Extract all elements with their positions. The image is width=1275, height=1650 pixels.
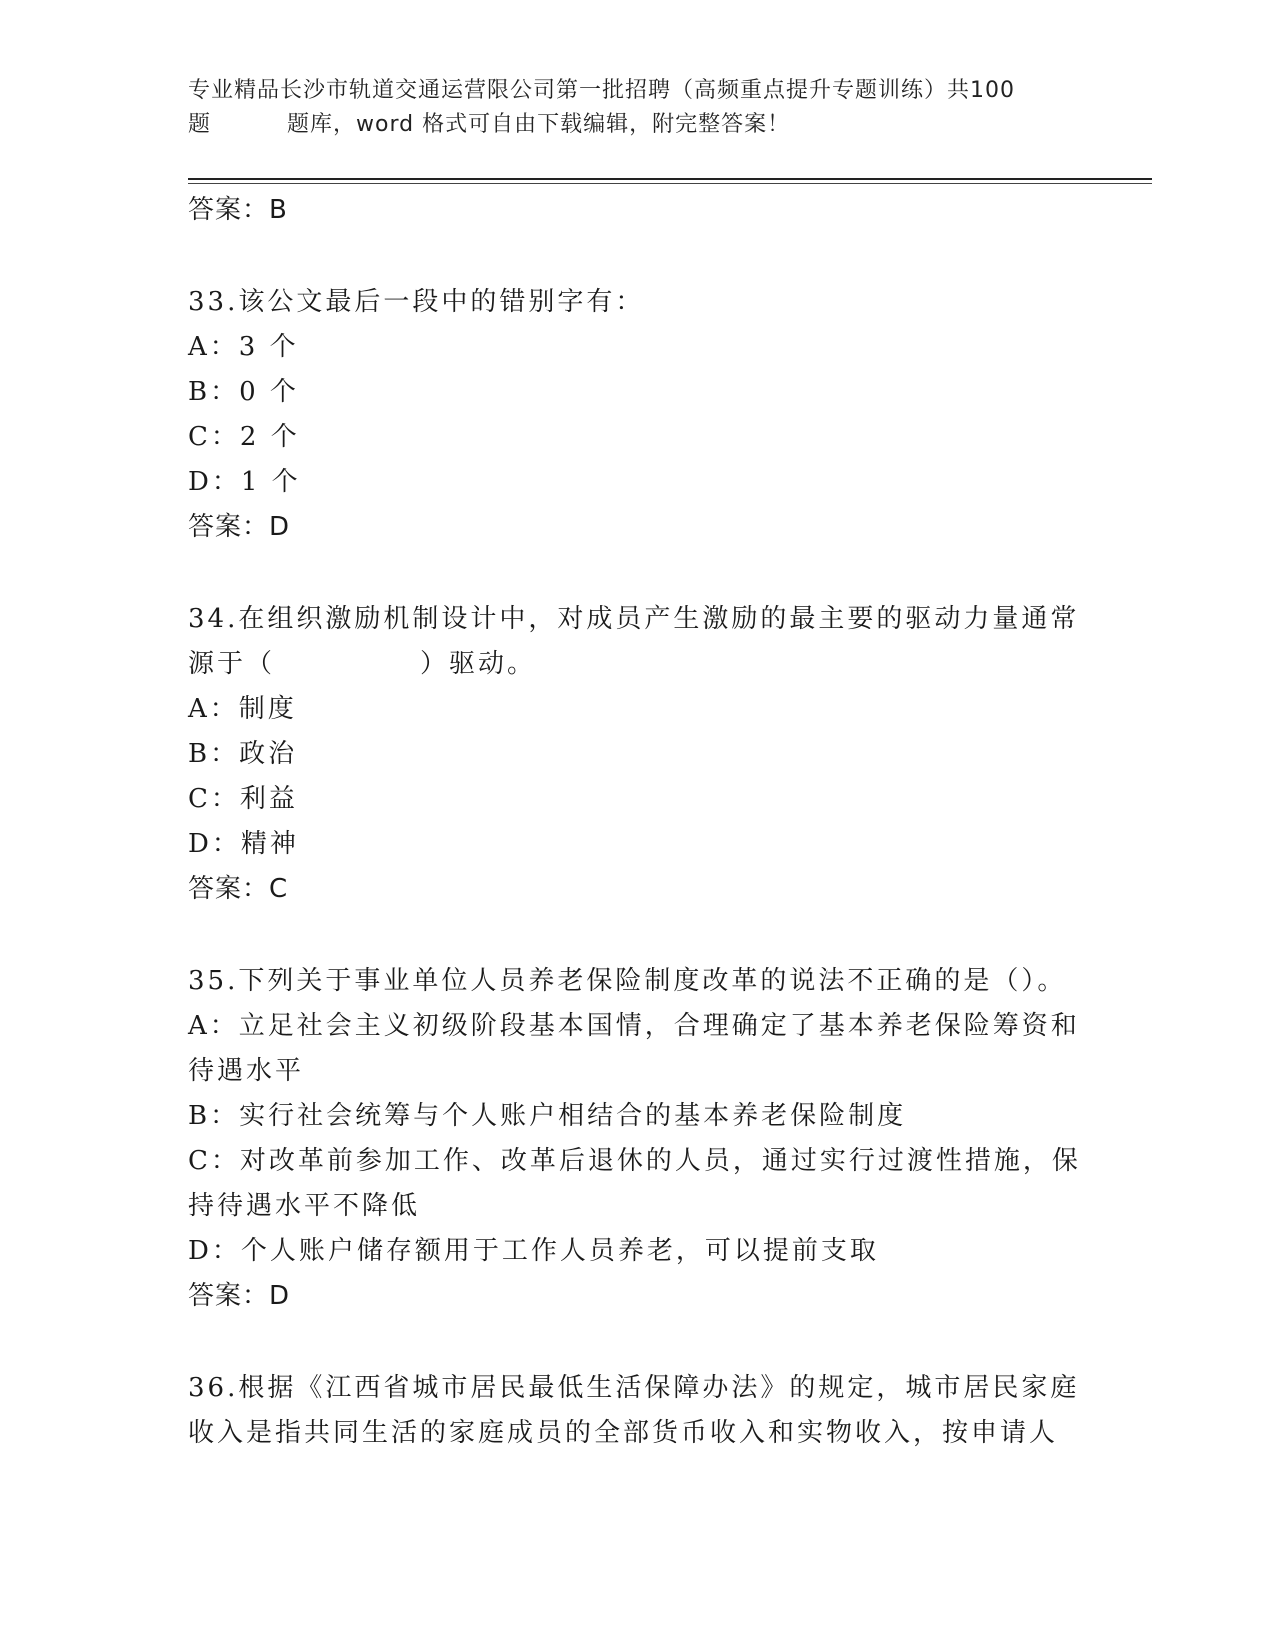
option-d: D：1 个 bbox=[188, 467, 301, 497]
question-list bbox=[188, 188, 1088, 1456]
answer: 答案：D bbox=[188, 512, 291, 542]
option-c: C：利益 bbox=[188, 784, 298, 814]
header-subtitle-line bbox=[188, 108, 1088, 142]
header-subtitle-part1: 题 bbox=[188, 112, 212, 137]
answer: 答案：D bbox=[188, 1281, 291, 1311]
answer: 答案：C bbox=[188, 874, 289, 904]
question-text: 36.根据《江西省城市居民最低生活保障办法》的规定，城市居民家庭收入是指共同生活的家庭成员的全部货币收入和实物收入，按申请人 bbox=[188, 1373, 1080, 1448]
header-subtitle-part2: 题库，word 格式可自由下载编辑，附完整答案！ bbox=[287, 112, 791, 137]
option-b: B：0 个 bbox=[188, 377, 299, 407]
previous-answer: 答案：B bbox=[188, 195, 288, 225]
option-c: C：对改革前参加工作、改革后退休的人员，通过实行过渡性措施，保持待遇水平不降低 bbox=[188, 1146, 1081, 1221]
option-b: B：实行社会统筹与个人账户相结合的基本养老保险制度 bbox=[188, 1101, 907, 1131]
option-a: A：立足社会主义初级阶段基本国情，合理确定了基本养老保险筹资和待遇水平 bbox=[188, 1011, 1080, 1086]
option-d: D：精神 bbox=[188, 829, 299, 859]
question-36 bbox=[188, 1366, 1088, 1456]
option-c: C：2 个 bbox=[188, 422, 300, 452]
question-35 bbox=[188, 959, 1088, 1319]
question-34 bbox=[188, 597, 1088, 912]
question-text: 35.下列关于事业单位人员养老保险制度改革的说法不正确的是（）。 bbox=[188, 966, 1067, 996]
option-a: A：3 个 bbox=[188, 332, 299, 362]
option-a: A：制度 bbox=[188, 694, 297, 724]
header-rule-thick bbox=[188, 178, 1152, 180]
option-d: D：个人账户储存额用于工作人员养老，可以提前支取 bbox=[188, 1236, 879, 1266]
option-b: B：政治 bbox=[188, 739, 298, 769]
question-33 bbox=[188, 280, 1088, 550]
question-text: 33.该公文最后一段中的错别字有： bbox=[188, 287, 645, 317]
header-title-line: 专业精品长沙市轨道交通运营限公司第一批招聘（高频重点提升专题训练）共100 bbox=[188, 78, 1015, 103]
question-text: 34.在组织激励机制设计中，对成员产生激励的最主要的驱动力量通常源于（ ）驱动。 bbox=[188, 604, 1080, 679]
header-rule-thin bbox=[188, 183, 1152, 184]
page-header bbox=[188, 74, 1088, 142]
